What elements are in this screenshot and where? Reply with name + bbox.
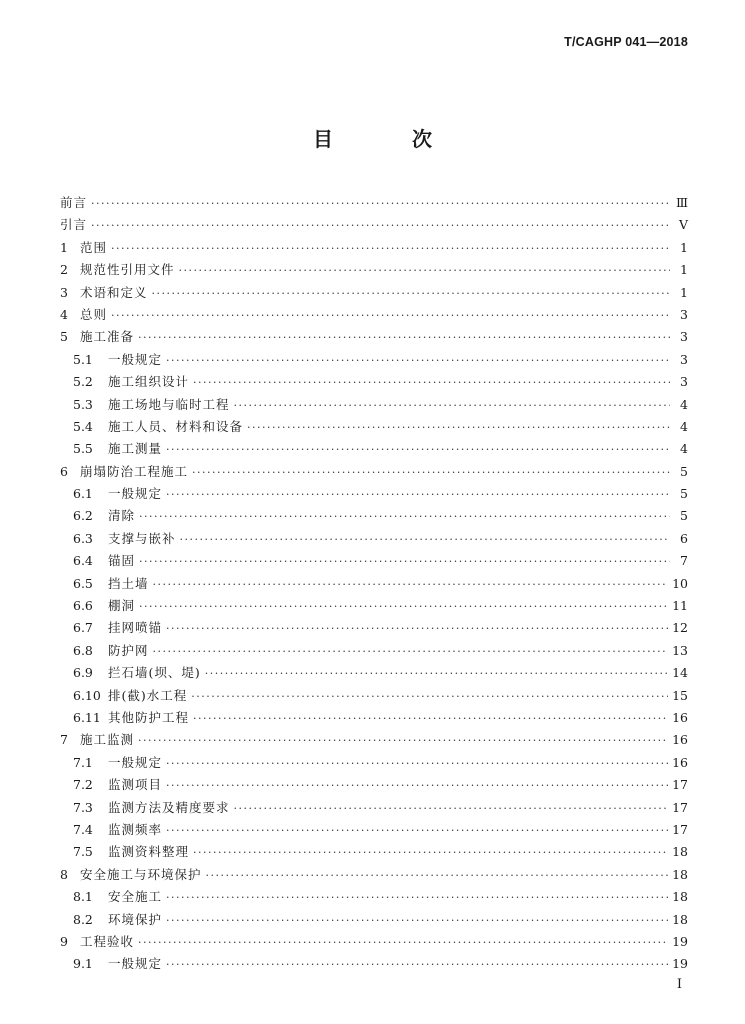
toc-entry-label: 规范性引用文件 (80, 262, 175, 278)
toc-entry-label: 监测方法及精度要求 (108, 799, 230, 815)
toc-entry-number: 7 (60, 732, 68, 748)
toc-entry-number: 5.1 (73, 351, 93, 367)
toc-entry-label: 安全施工与环境保护 (80, 866, 202, 882)
toc-entry-number: 6.9 (73, 665, 93, 681)
toc-entry-label: 监测资料整理 (108, 844, 190, 860)
toc-entry[interactable] (60, 707, 688, 729)
toc-entry-number: 5.2 (73, 374, 93, 390)
document-code: T/CAGHP 041—2018 (564, 35, 688, 49)
toc-leader-dots (153, 641, 669, 663)
toc-entry-page: 13 (672, 642, 688, 658)
toc-entry-label: 一般规定 (108, 956, 163, 972)
toc-entry-number: 8.1 (73, 889, 93, 905)
toc-entry-number: 7.2 (73, 777, 93, 793)
toc-entry-label: 施工场地与临时工程 (108, 396, 230, 412)
toc-entry-page: 16 (672, 754, 688, 770)
toc-entry-number: 3 (60, 284, 68, 300)
toc-entry-number: 7.1 (73, 754, 93, 770)
toc-entry-number: 6.7 (73, 620, 93, 636)
toc-entry-label: 挡土墙 (108, 575, 149, 591)
toc-entry-page: 14 (672, 665, 688, 681)
toc-entry-label: 挂网喷锚 (108, 620, 163, 636)
toc-entry-number: 6.3 (73, 530, 93, 546)
toc-entry[interactable] (60, 685, 688, 707)
toc-entry-label: 一般规定 (108, 754, 163, 770)
toc-entry[interactable] (60, 931, 688, 953)
toc-entry-page: Ⅲ (675, 195, 688, 210)
toc-entry-number: 8 (60, 866, 68, 882)
page-title: 目 次 (313, 127, 468, 151)
toc-leader-dots (111, 238, 670, 260)
toc-leader-dots (139, 551, 670, 573)
toc-leader-dots (179, 260, 670, 282)
toc-entry-label: 一般规定 (108, 486, 163, 502)
toc-entry-page: 18 (672, 844, 688, 860)
toc-entry-label: 施工监测 (80, 732, 135, 748)
toc-entry-number: 8.2 (73, 911, 93, 927)
toc-entry-label: 环境保护 (108, 911, 163, 927)
toc-entry[interactable] (60, 349, 688, 371)
toc-leader-dots (193, 708, 668, 730)
toc-leader-dots (166, 887, 668, 909)
toc-entry[interactable] (60, 729, 688, 751)
toc-entry[interactable] (60, 841, 688, 863)
page-number: Ⅰ (676, 977, 682, 992)
toc-entry[interactable] (60, 595, 688, 617)
toc-entry[interactable] (60, 461, 688, 483)
toc-leader-dots (193, 842, 668, 864)
toc-entry-number: 6.2 (73, 508, 93, 524)
toc-entry[interactable] (60, 909, 688, 931)
toc-entry-label: 防护网 (108, 642, 149, 658)
toc-entry[interactable] (60, 774, 688, 796)
toc-entry[interactable] (60, 214, 688, 236)
toc-entry-page: 15 (672, 687, 688, 703)
toc-leader-dots (234, 798, 669, 820)
toc-entry[interactable] (60, 304, 688, 326)
toc-entry-label: 监测频率 (108, 821, 163, 837)
toc-leader-dots (153, 574, 669, 596)
toc-entry-number: 6.4 (73, 553, 93, 569)
toc-entry[interactable] (60, 797, 688, 819)
toc-leader-dots (139, 596, 668, 618)
toc-entry-label: 施工测量 (108, 441, 163, 457)
toc-entry-page: 4 (680, 441, 688, 457)
toc-entry-label: 崩塌防治工程施工 (80, 463, 189, 479)
toc-entry-page: 17 (672, 799, 688, 815)
toc-entry-label: 监测项目 (108, 777, 163, 793)
toc-leader-dots (166, 618, 668, 640)
toc-entry-page: 4 (680, 418, 688, 434)
toc-entry-page: 19 (672, 933, 688, 949)
toc-entry[interactable] (60, 662, 688, 684)
toc-leader-dots (166, 484, 670, 506)
toc-entry[interactable] (60, 394, 688, 416)
toc-entry-page: Ⅴ (678, 217, 688, 233)
toc-entry-number: 7.5 (73, 844, 93, 860)
toc-entry[interactable] (60, 640, 688, 662)
toc-entry-page: 18 (672, 889, 688, 905)
toc-entry-page: 10 (672, 575, 688, 591)
toc-entry-page: 5 (680, 463, 688, 479)
toc-leader-dots (91, 193, 670, 215)
toc-entry-label: 安全施工 (108, 889, 163, 905)
toc-entry-label: 其他防护工程 (108, 709, 190, 725)
toc-leader-dots (91, 215, 670, 237)
toc-entry-page: 4 (680, 396, 688, 412)
toc-entry-number: 5.4 (73, 418, 93, 434)
toc-entry-page: 3 (680, 374, 688, 390)
toc-leader-dots (138, 932, 668, 954)
toc-leader-dots (152, 283, 670, 305)
toc-entry-label: 清除 (108, 508, 136, 524)
toc-entry-number: 7.3 (73, 799, 93, 815)
toc-entry-label: 拦石墙(坝、堤) (108, 665, 201, 681)
toc-entry-label: 排(截)水工程 (108, 687, 188, 703)
toc-entry-number: 5.5 (73, 441, 93, 457)
toc-entry-page: 17 (672, 777, 688, 793)
toc-leader-dots (205, 663, 668, 685)
toc-entry-label: 工程验收 (80, 933, 135, 949)
toc-entry-label: 施工组织设计 (108, 374, 190, 390)
toc-entry-number: 2 (60, 262, 68, 278)
toc-entry[interactable] (60, 192, 688, 214)
toc-entry-page: 5 (680, 508, 688, 524)
toc-entry-label: 术语和定义 (80, 284, 148, 300)
toc-entry-page: 12 (672, 620, 688, 636)
toc-entry-page: 5 (680, 486, 688, 502)
toc-entry-page: 11 (672, 598, 688, 614)
toc-leader-dots (192, 462, 670, 484)
toc-entry-number: 5.3 (73, 396, 93, 412)
toc-entry-label: 锚固 (108, 553, 136, 569)
toc-entry-label: 施工准备 (80, 329, 135, 345)
toc-entry-number: 4 (60, 306, 68, 322)
toc-leader-dots (166, 820, 668, 842)
toc-entry[interactable] (60, 864, 688, 886)
toc-entry-page: 1 (680, 262, 688, 278)
toc-leader-dots (247, 417, 670, 439)
toc-leader-dots (206, 865, 669, 887)
toc-entry-number: 6.6 (73, 598, 93, 614)
toc-entry-page: 6 (680, 530, 688, 546)
toc-leader-dots (193, 372, 670, 394)
toc-leader-dots (139, 506, 670, 528)
toc-leader-dots (138, 327, 670, 349)
toc-entry-number: 9 (60, 933, 68, 949)
toc-entry-label: 引言 (60, 217, 88, 233)
toc-entry-page: 3 (680, 351, 688, 367)
toc-entry-label: 一般规定 (108, 351, 163, 367)
toc-entry-label: 支撑与嵌补 (108, 530, 176, 546)
toc-entry[interactable] (60, 282, 688, 304)
table-of-contents (60, 192, 688, 976)
toc-entry-page: 16 (672, 732, 688, 748)
toc-entry-label: 总则 (80, 306, 108, 322)
toc-entry-number: 6.11 (73, 709, 101, 725)
toc-leader-dots (166, 775, 668, 797)
toc-entry-number: 6.1 (73, 486, 93, 502)
toc-entry[interactable] (60, 528, 688, 550)
toc-entry[interactable] (60, 953, 688, 975)
toc-entry-label: 范围 (80, 239, 108, 255)
toc-leader-dots (111, 305, 670, 327)
toc-entry[interactable] (60, 259, 688, 281)
toc-entry[interactable] (60, 617, 688, 639)
toc-entry[interactable] (60, 573, 688, 595)
toc-entry-page: 18 (672, 911, 688, 927)
toc-leader-dots (166, 954, 668, 976)
toc-entry-page: 18 (672, 866, 688, 882)
toc-leader-dots (166, 753, 668, 775)
toc-leader-dots (166, 439, 670, 461)
toc-leader-dots (166, 910, 668, 932)
toc-entry[interactable] (60, 326, 688, 348)
toc-entry[interactable] (60, 371, 688, 393)
toc-entry-page: 1 (680, 239, 688, 255)
toc-leader-dots (180, 529, 670, 551)
toc-entry-page: 3 (680, 329, 688, 345)
toc-entry-page: 1 (680, 284, 688, 300)
toc-entry[interactable] (60, 550, 688, 572)
toc-entry-label: 棚洞 (108, 598, 136, 614)
toc-entry[interactable] (60, 505, 688, 527)
toc-entry-page: 16 (672, 709, 688, 725)
toc-entry-number: 9.1 (73, 956, 93, 972)
toc-entry-number: 6.5 (73, 575, 93, 591)
toc-entry-number: 6.8 (73, 642, 93, 658)
toc-entry[interactable] (60, 752, 688, 774)
toc-leader-dots (191, 686, 668, 708)
toc-entry-label: 前言 (60, 195, 88, 210)
toc-entry-page: 17 (672, 821, 688, 837)
toc-leader-dots (138, 730, 668, 752)
toc-entry-page: 7 (680, 553, 688, 569)
toc-entry[interactable] (60, 819, 688, 841)
toc-entry-number: 5 (60, 329, 68, 345)
toc-entry-number: 1 (60, 239, 68, 255)
toc-entry[interactable] (60, 886, 688, 908)
toc-entry-number: 6 (60, 463, 68, 479)
toc-entry-number: 6.10 (73, 687, 101, 703)
toc-entry-page: 3 (680, 306, 688, 322)
toc-leader-dots (166, 350, 670, 372)
toc-entry[interactable] (60, 438, 688, 460)
toc-leader-dots (234, 395, 670, 417)
toc-entry-page: 19 (672, 956, 688, 972)
toc-entry[interactable] (60, 483, 688, 505)
toc-entry-label: 施工人员、材料和设备 (108, 418, 244, 434)
toc-entry-number: 7.4 (73, 821, 93, 837)
toc-entry[interactable] (60, 416, 688, 438)
toc-entry[interactable] (60, 237, 688, 259)
